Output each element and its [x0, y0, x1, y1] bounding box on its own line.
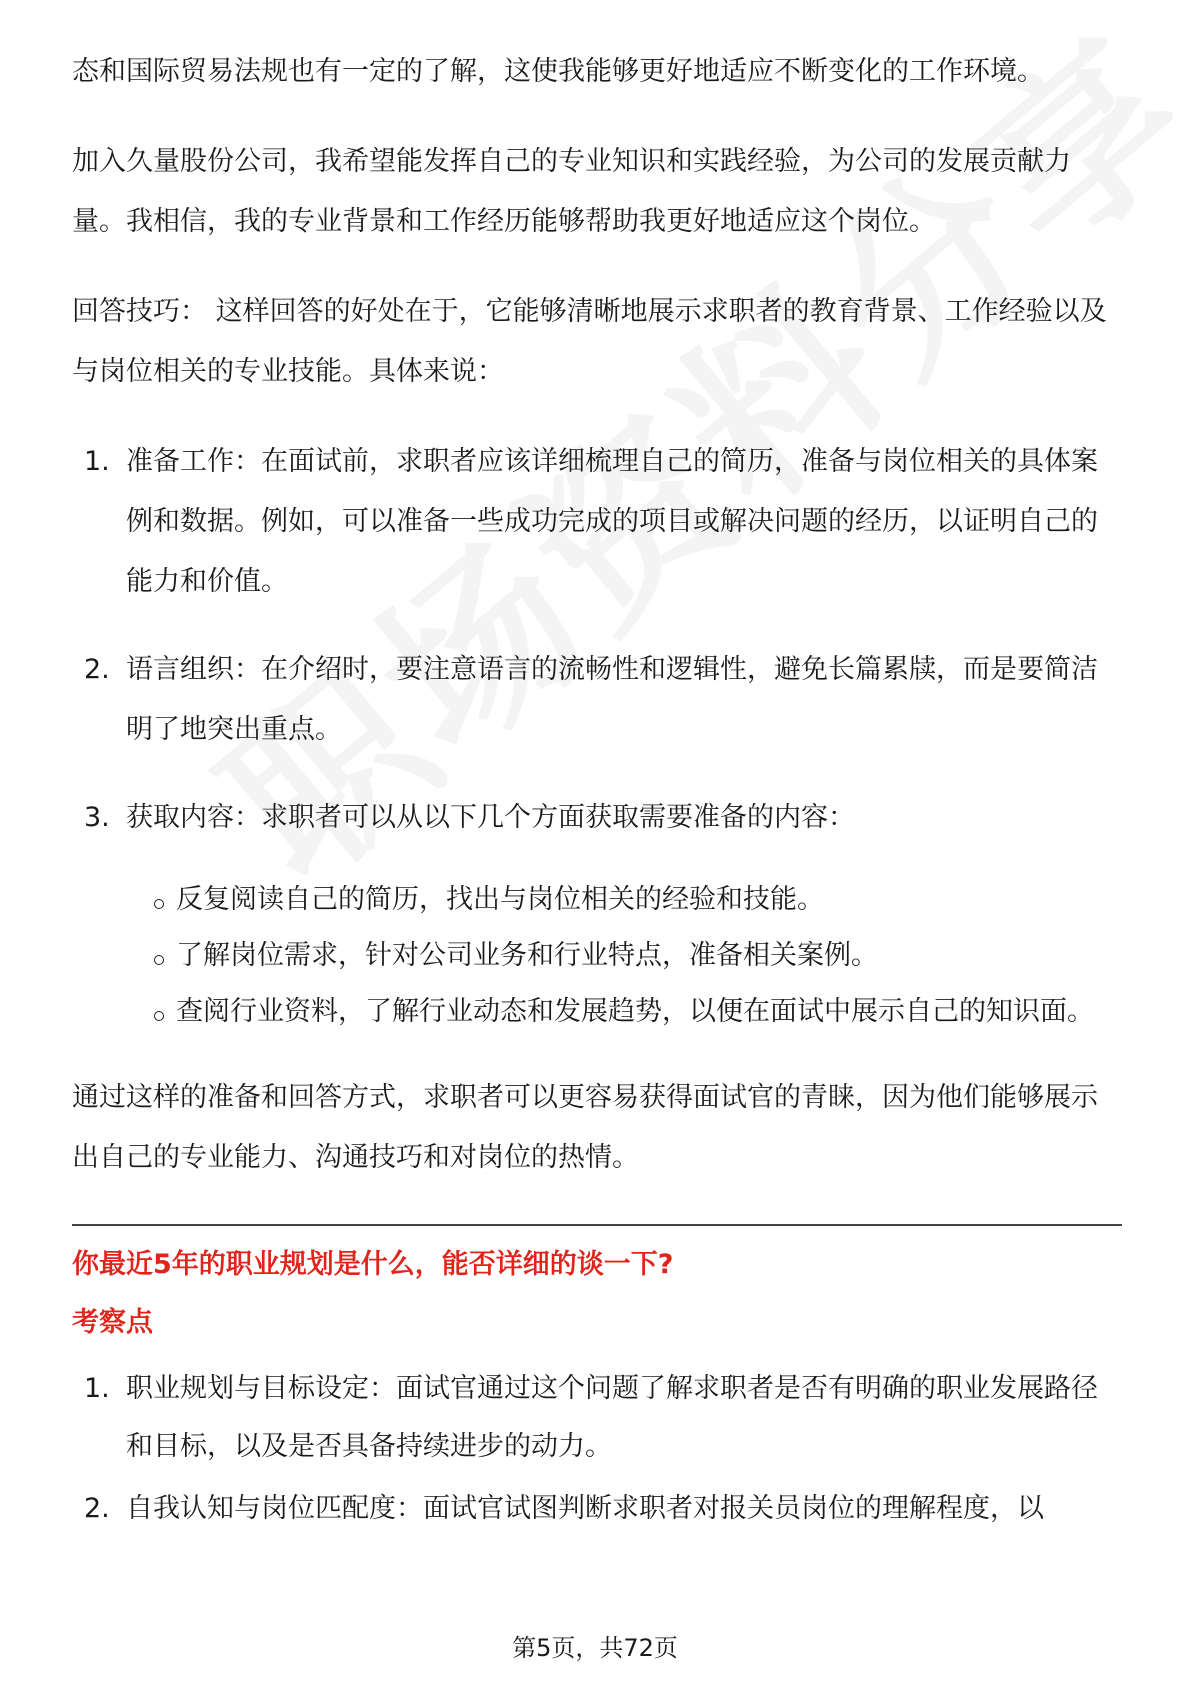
circle-bullet-icon — [154, 955, 164, 965]
list-number: 1. — [84, 1373, 110, 1404]
paragraph: 回答技巧： 这样回答的好处在于，它能够清晰地展示求职者的教育背景、工作经验以及与岗位相关的专业技能。具体来说： — [72, 296, 1107, 387]
list-item-text: 职业规划与目标设定：面试官通过这个问题了解求职者是否有明确的职业发展路径和目标，以及是否具备持续进步的动力。 — [126, 1373, 1098, 1462]
sub-list-item — [126, 928, 1122, 984]
sub-list-item-text: 了解岗位需求，针对公司业务和行业特点，准备相关案例。 — [176, 940, 878, 971]
sub-list-item-text: 反复阅读自己的简历，找出与岗位相关的经验和技能。 — [176, 884, 824, 915]
sub-list-item — [126, 872, 1122, 928]
tips-list — [72, 432, 1122, 1040]
sub-list — [126, 872, 1122, 1040]
list-item — [72, 788, 1122, 1040]
list-item-text: 获取内容：求职者可以从以下几个方面获取需要准备的内容： — [126, 802, 855, 833]
list-number: 2. — [84, 1493, 110, 1524]
question-heading: 你最近5年的职业规划是什么，能否详细的谈一下? — [72, 1249, 674, 1280]
sub-list-item-text: 查阅行业资料，了解行业动态和发展趋势，以便在面试中展示自己的知识面。 — [176, 996, 1094, 1027]
conclusion-paragraph: 通过这样的准备和回答方式，求职者可以更容易获得面试官的青睐，因为他们能够展示出自己的专业能力、沟通技巧和对岗位的热情。 — [72, 1082, 1098, 1173]
divider — [72, 1224, 1122, 1226]
sub-list-item — [126, 984, 1122, 1040]
list-item-text: 语言组织：在介绍时，要注意语言的流畅性和逻辑性，避免长篇累牍，而是要简洁明了地突出重点。 — [126, 654, 1098, 745]
list-number: 2. — [84, 654, 110, 685]
page-footer: 第5页，共72页 — [512, 1634, 678, 1662]
circle-bullet-icon — [154, 1011, 164, 1021]
section-label: 考察点 — [72, 1307, 153, 1338]
paragraph: 加入久量股份公司，我希望能发挥自己的专业知识和实践经验，为公司的发展贡献力量。我相信，我的专业背景和工作经历能够帮助我更好地适应这个岗位。 — [72, 146, 1071, 237]
list-item-text: 自我认知与岗位匹配度：面试官试图判断求职者对报关员岗位的理解程度，以 — [126, 1493, 1044, 1524]
list-item-text: 准备工作：在面试前，求职者应该详细梳理自己的简历，准备与岗位相关的具体案例和数据。例如，可以准备一些成功完成的项目或解决问题的经历，以证明自己的能力和价值。 — [126, 446, 1098, 597]
paragraph: 态和国际贸易法规也有一定的了解，这使我能够更好地适应不断变化的工作环境。 — [72, 56, 1044, 87]
list-number: 1. — [84, 446, 110, 477]
document-body — [72, 42, 1122, 1542]
list-item — [72, 432, 1122, 612]
list-number: 3. — [84, 802, 110, 833]
points-list — [72, 1360, 1122, 1538]
list-item — [72, 1480, 1122, 1538]
circle-bullet-icon — [154, 899, 164, 909]
list-item — [72, 1360, 1122, 1476]
list-item — [72, 640, 1122, 760]
